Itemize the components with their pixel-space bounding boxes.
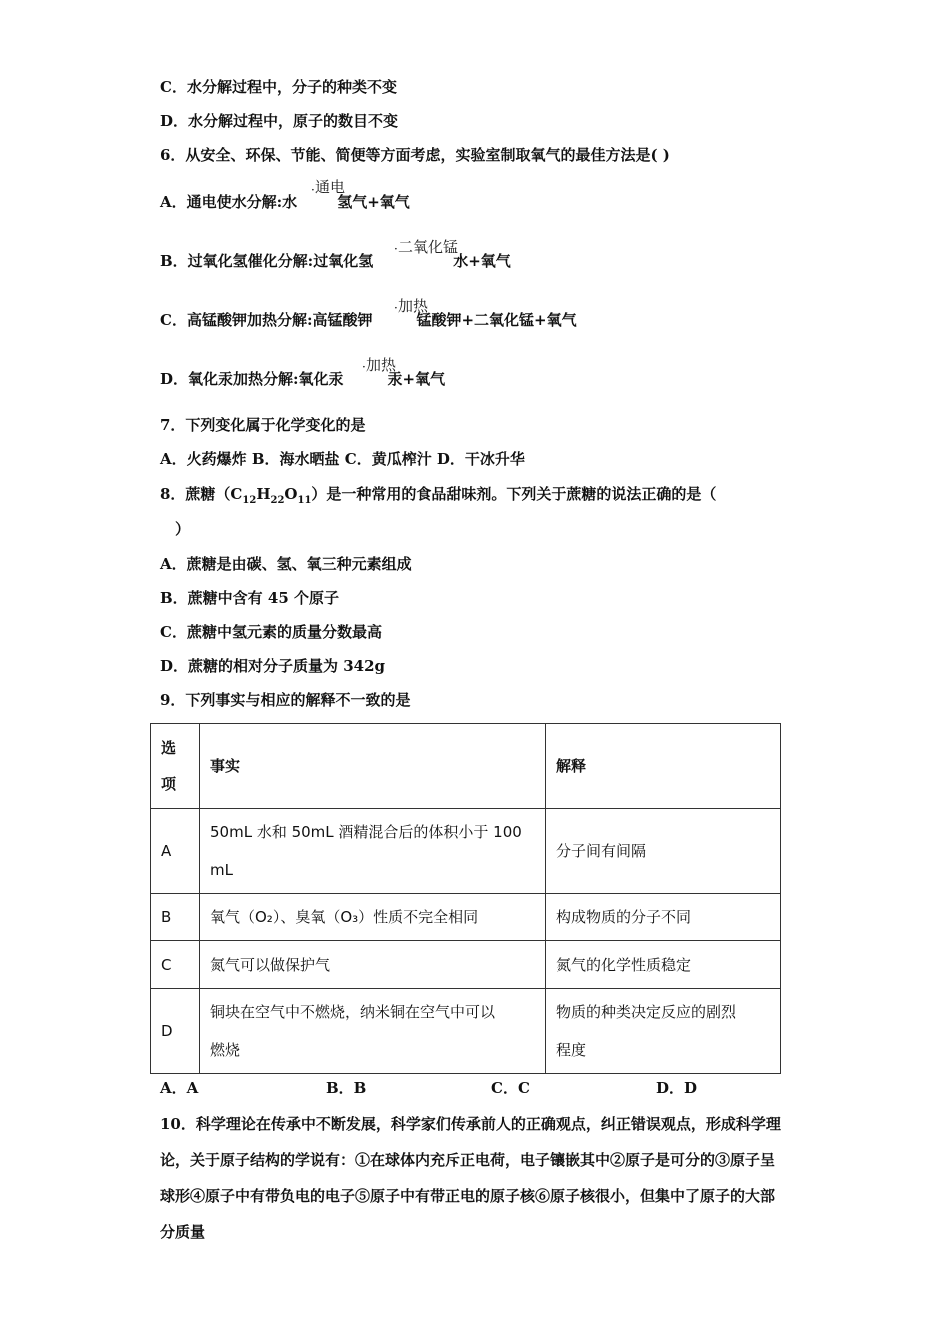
q8-stem-prefix: 8．蔗糖（C (160, 485, 243, 503)
q8-stem-suffix: ）是一种常用的食品甜味剂。下列关于蔗糖的说法正确的是（ (311, 485, 717, 503)
q6-option-c-suffix: 锰酸钾+二氧化锰+氧气 (416, 311, 577, 329)
q6-option-a-prefix: A．通电使水分解:水 (160, 193, 298, 211)
row-explanation-line2: 程度 (556, 1041, 587, 1059)
q9-answer-a: A．A (160, 1079, 199, 1097)
row-fact (200, 809, 546, 894)
header-explanation: 解释 (546, 724, 781, 809)
row-fact-line1: 铜块在空气中不燃烧，纳米铜在空气中可以 (210, 1003, 496, 1021)
q6-option-d-suffix: 汞+氧气 (387, 370, 446, 388)
q9-table (150, 723, 781, 1074)
q6-option-b-suffix: 水+氧气 (453, 252, 511, 270)
q5-option-d: D．水分解过程中，原子的数目不变 (160, 112, 399, 130)
q6-option-c-condition: 加热 (398, 297, 429, 315)
q9-answer-d: D．D (656, 1079, 698, 1097)
q6-option-b (160, 251, 511, 271)
q8-option-c: C．蔗糖中氢元素的质量分数最高 (160, 623, 382, 641)
row-explanation: 构成物质的分子不同 (546, 894, 781, 941)
q6-option-b-prefix: B．过氧化氢催化分解:过氧化氢 (160, 252, 374, 270)
row-option: A (151, 809, 200, 894)
q8-subscript-h: 22 (270, 495, 285, 506)
header-option (151, 724, 200, 809)
reaction-marker: · (394, 301, 398, 315)
q6-option-c (160, 310, 577, 330)
row-fact: 氮气可以做保护气 (200, 941, 546, 989)
row-fact-line2: mL (210, 861, 233, 879)
row-fact (200, 989, 546, 1074)
q6-option-d-condition: 加热 (366, 356, 397, 374)
q8-option-b: B．蔗糖中含有 45 个原子 (160, 589, 339, 607)
q8-stem (160, 484, 716, 511)
table-row (151, 989, 781, 1074)
q8-stem-close: ） (175, 520, 191, 538)
row-fact: 氧气（O₂）、臭氧（O₃）性质不完全相同 (200, 894, 546, 941)
table-header-row (151, 724, 781, 809)
row-fact-line1: 50mL 水和 50mL 酒精混合后的体积小于 100 (210, 823, 522, 841)
q9-answer-c: C．C (491, 1079, 530, 1097)
q5-option-c: C．水分解过程中，分子的种类不变 (160, 78, 397, 96)
header-option-line2: 项 (161, 775, 177, 793)
q8-option-a: A．蔗糖是由碳、氢、氧三种元素组成 (160, 555, 412, 573)
q6-stem: 6．从安全、环保、节能、简便等方面考虑，实验室制取氧气的最佳方法是( ) (160, 146, 670, 164)
row-option: B (151, 894, 200, 941)
q7-options: A．火药爆炸 B．海水晒盐 C．黄瓜榨汁 D．干冰升华 (160, 450, 525, 468)
q10-text: 10．科学理论在传承中不断发展，科学家们传承前人的正确观点，纠正错误观点，形成科学理论，关于原子结构的学说有：①在球体内充斥正电荷，电子镶嵌其中②原子是可分的③原子呈球形④原子中有带负电的电子⑤原子中有带正电的原子核⑥原子核很小，但集中了原子的大部分质量 (160, 1115, 781, 1241)
table-row (151, 941, 781, 989)
q6-option-a-suffix: 氢气+氧气 (337, 193, 410, 211)
row-explanation-line1: 物质的种类决定反应的剧烈 (556, 1003, 737, 1021)
q9-stem: 9．下列事实与相应的解释不一致的是 (160, 691, 411, 709)
header-fact: 事实 (200, 724, 546, 809)
q8-formula-o: O (284, 485, 298, 503)
row-option: C (151, 941, 200, 989)
row-explanation (546, 989, 781, 1074)
header-option-line1: 选 (161, 739, 177, 757)
table-row (151, 809, 781, 894)
reaction-marker: · (394, 242, 398, 256)
q8-subscript-c: 12 (242, 495, 257, 506)
q6-option-b-condition: 二氧化锰 (398, 238, 459, 256)
q6-option-a-condition: 通电 (315, 178, 346, 196)
q6-option-c-prefix: C．高锰酸钾加热分解:高锰酸钾 (160, 311, 373, 329)
q7-stem: 7．下列变化属于化学变化的是 (160, 416, 366, 434)
row-explanation: 氮气的化学性质稳定 (546, 941, 781, 989)
q8-option-d: D．蔗糖的相对分子质量为 342g (160, 657, 386, 675)
row-option: D (151, 989, 200, 1074)
q6-option-a (160, 192, 410, 212)
q6-option-d-prefix: D．氧化汞加热分解:氧化汞 (160, 370, 344, 388)
q6-option-d (160, 369, 445, 389)
table-row (151, 894, 781, 941)
q9-answer-b: B．B (326, 1079, 367, 1097)
q8-subscript-o: 11 (297, 495, 312, 506)
reaction-marker: · (311, 183, 315, 197)
reaction-marker: · (362, 360, 366, 374)
row-explanation: 分子间有间隔 (546, 809, 781, 894)
q8-formula-h: H (256, 485, 271, 503)
row-fact-line2: 燃烧 (210, 1041, 241, 1059)
